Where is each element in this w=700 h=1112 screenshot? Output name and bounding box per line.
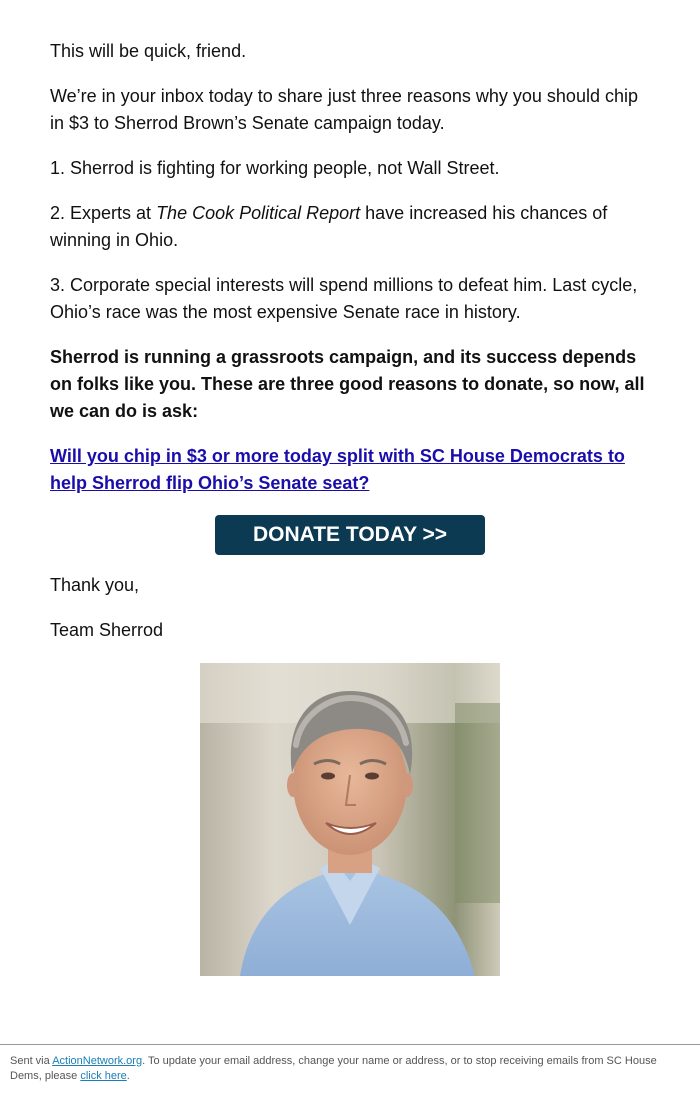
reason-2 [50,200,650,254]
donate-button[interactable]: DONATE TODAY >> [215,515,485,555]
ask-paragraph: Sherrod is running a grassroots campaign, and its success depends on folks like you. These are three good reasons to donate, so now, all we can do is ask: [50,347,645,421]
greeting-text: This will be quick, friend. [50,41,247,61]
footer-end: . [126,1070,130,1082]
reason-1: 1. Sherrod is fighting for working people, not Wall Street. [50,158,500,178]
footer-sent-via: Sent via [10,1055,53,1067]
footer-divider [0,1044,700,1045]
thanks-text: Thank you, [50,575,140,595]
sherrod-brown-photo [200,663,500,976]
cook-report-title: The Cook Political Report [156,203,361,223]
intro-paragraph: We’re in your inbox today to share just three reasons why you should chip in $3 to Sherrod Brown’s Senate campaign today. [50,86,638,133]
email-body [50,38,650,662]
cta-paragraph [50,443,650,497]
footer-text: . To update your email address, change your name or address, or to stop receiving emails from SC House Dems, please [10,1055,657,1082]
reason-3: 3. Corporate special interests will spend millions to defeat him. Last cycle, Ohio’s race was the most expensive Senate race in history. [50,275,638,322]
reason-2-lead: 2. Experts at [50,203,157,223]
action-network-link[interactable]: ActionNetwork.org [52,1055,143,1067]
reason-2-tail: have increased his chances of winning in Ohio. [50,203,608,250]
signature-text: Team Sherrod [50,620,164,640]
footer [10,1054,675,1084]
unsubscribe-link[interactable]: click here [80,1070,127,1082]
donate-button-wrap [50,515,650,555]
chip-in-link[interactable]: Will you chip in $3 or more today split with SC House Democrats to help Sherrod flip Ohio’s Senate seat? [50,446,625,493]
